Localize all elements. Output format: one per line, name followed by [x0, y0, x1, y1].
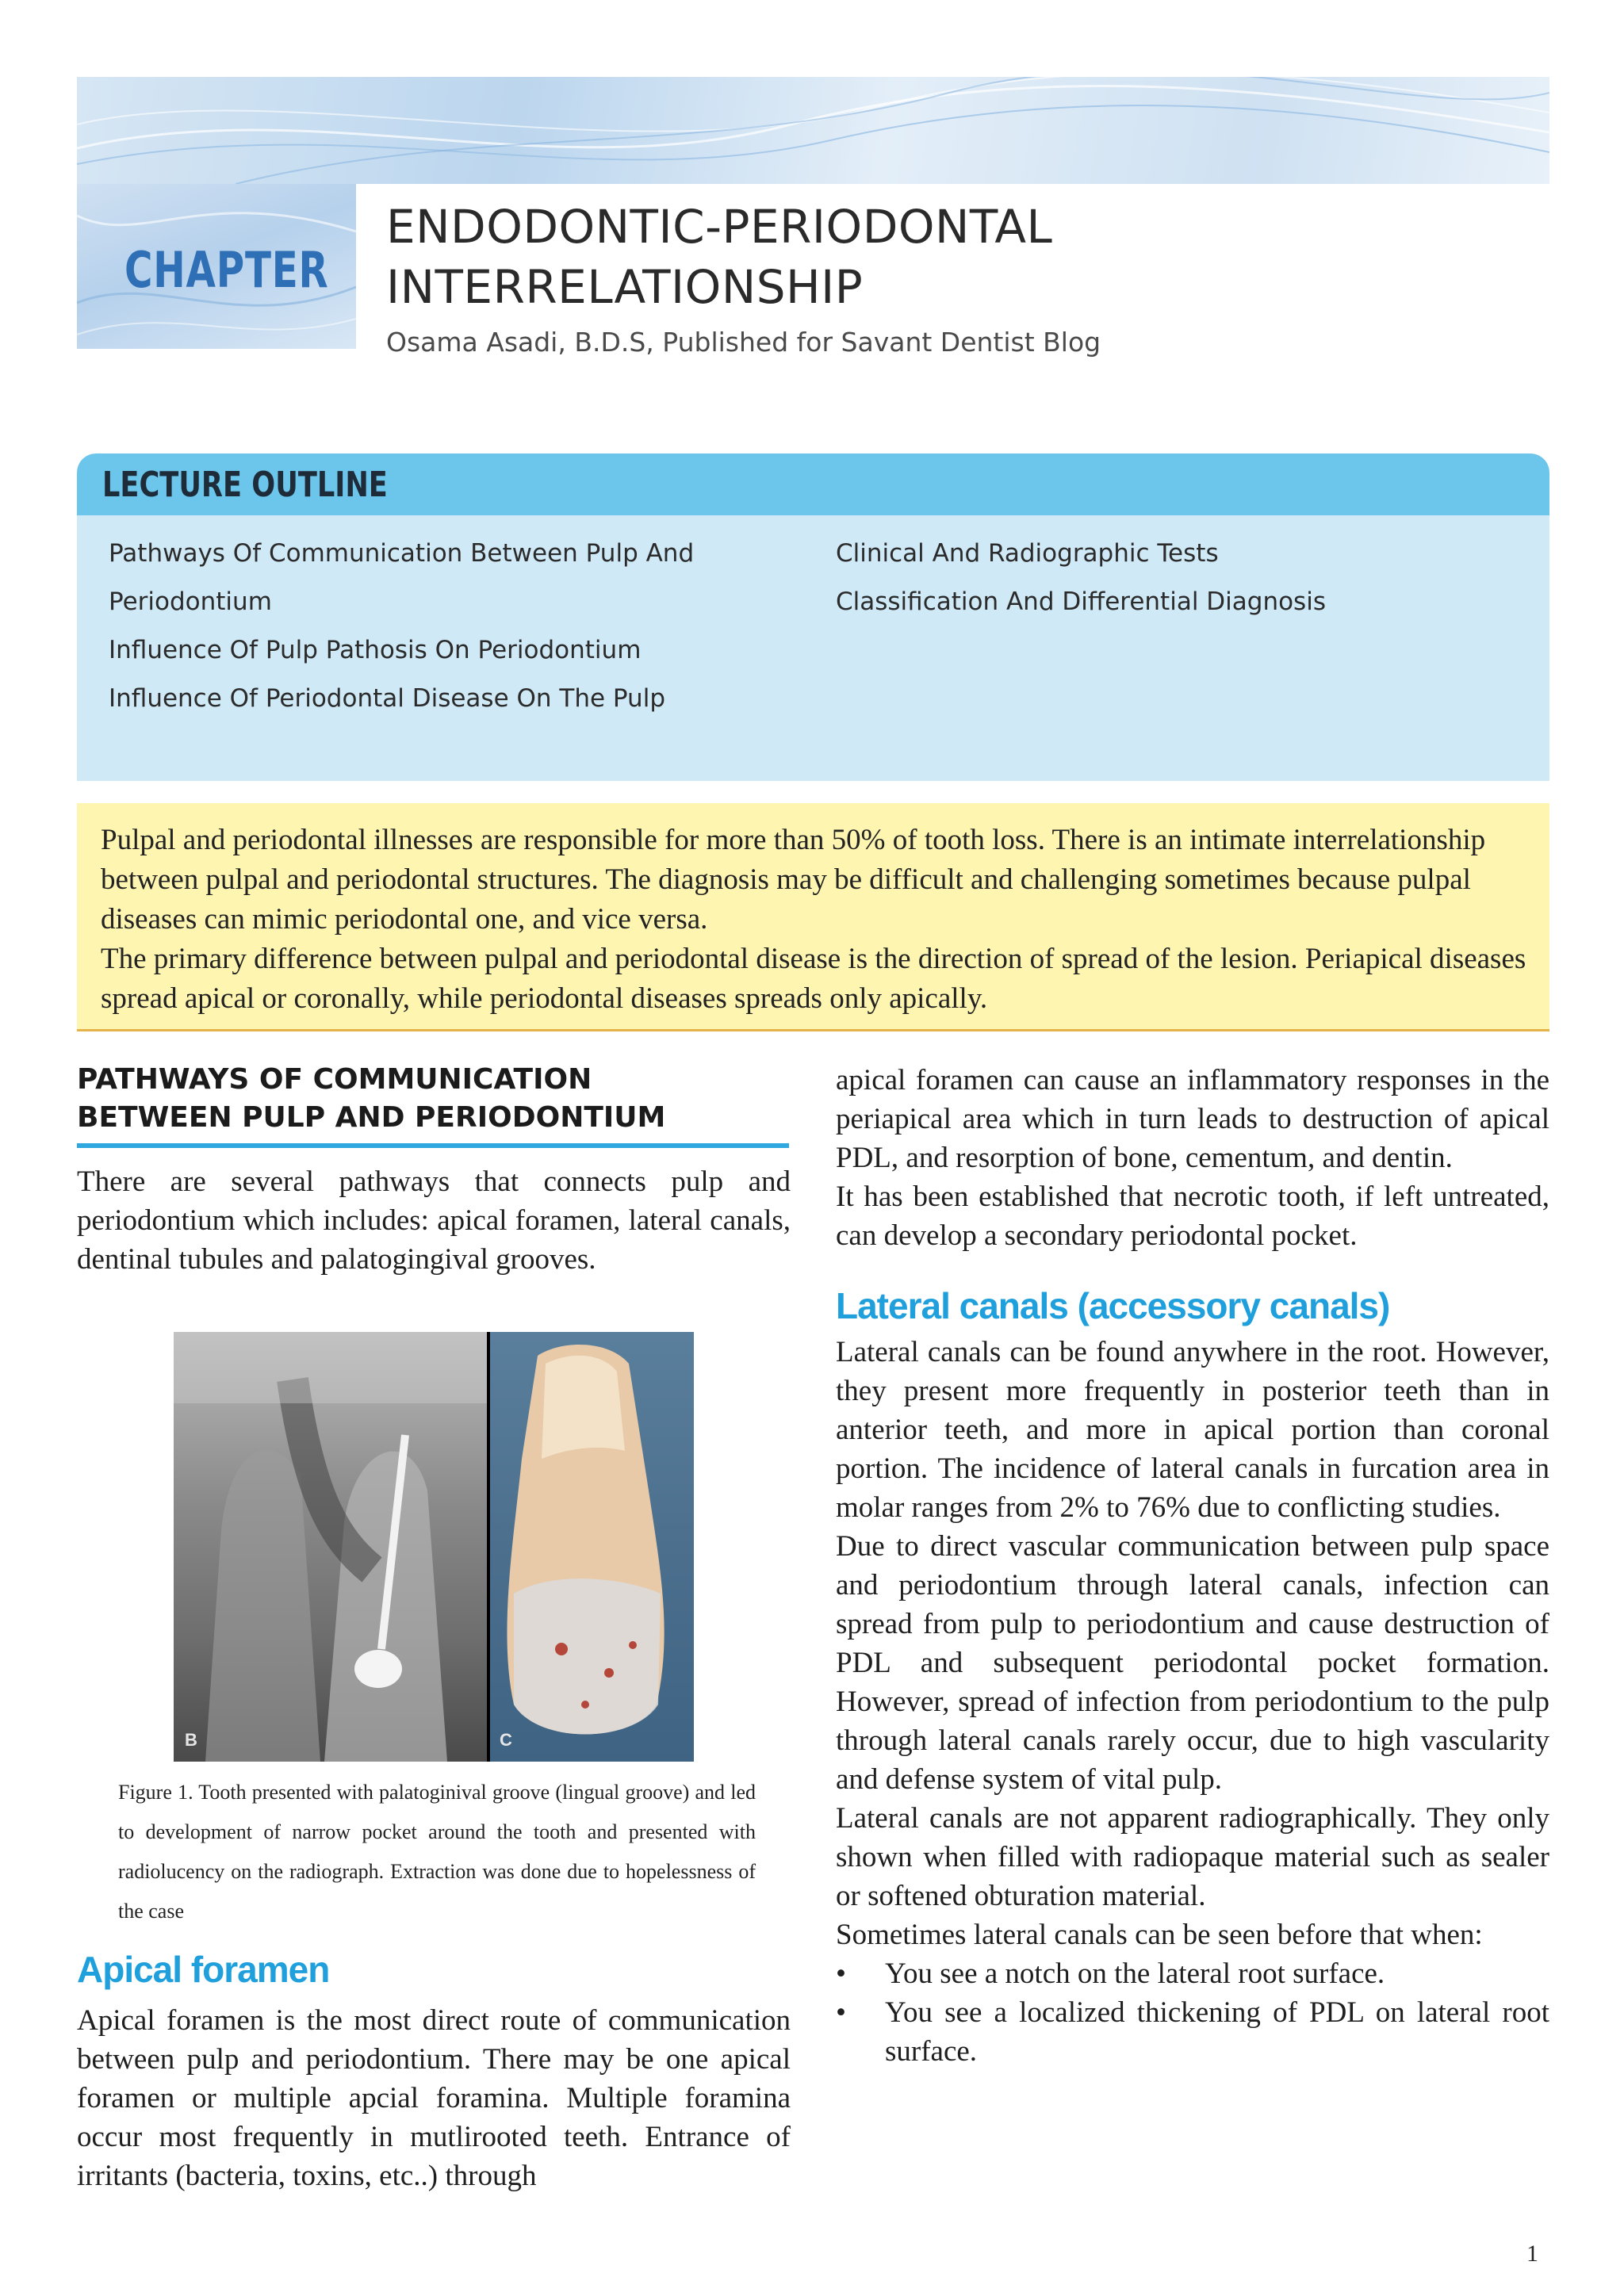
- figure-image: [174, 1332, 694, 1762]
- page-title: [386, 197, 1496, 317]
- page-number: 1: [1526, 2241, 1538, 2267]
- extracted-tooth-photo: [490, 1332, 694, 1762]
- section-divider: [77, 1143, 789, 1148]
- outline-right-column: [836, 530, 1518, 626]
- lateral-canals-bullet-list: [836, 1954, 1549, 2071]
- chapter-block: [77, 184, 356, 349]
- figure-label-b: B: [185, 1730, 197, 1750]
- outline-item: Influence Of Periodontal Disease On The Pulp: [109, 684, 665, 713]
- outline-item: Influence Of Pulp Pathosis On Periodontium: [109, 636, 642, 664]
- pathways-paragraph: There are several pathways that connects pulp and periodontium which includes: apical foramen, lateral canals, dentinal tubules and palatogingival grooves.: [77, 1165, 791, 1276]
- intro-paragraph-1: Pulpal and periodontal illnesses are responsible for more than 50% of tooth loss. There is an intimate interrelationship between pulpal and periodontal structures. The diagnosis may be difficult and challenging sometimes because pulpal diseases can mimic periodontal one, and vice versa.: [101, 824, 1486, 936]
- list-item: • You see a notch on the lateral root surface.: [836, 1954, 1549, 1993]
- figure-label-c: C: [500, 1730, 512, 1750]
- apical-continued-paragraph: apical foramen can cause an inflammatory responses in the periapical area which in turn leads to destruction of apical PDL, and resorption of bone, cementum, and dentin.: [836, 1064, 1549, 1174]
- list-item: • You see a localized thickening of PDL on lateral root surface.: [836, 1993, 1549, 2071]
- section-heading: [77, 1061, 791, 1137]
- lateral-canals-paragraph-2: Due to direct vascular communication between pulp space and periodontium through lateral canals, infection can spread from pulp to periodontium and cause destruction of PDL and subsequent periodontal pocket formation. However, spread of infection from periodontium to the pulp through lateral canals rarely occur, due to high vascularity and defense system of vital pulp.: [836, 1530, 1549, 1796]
- lateral-canals-paragraph-1: Lateral canals can be found anywhere in the root. However, they present more frequently in posterior teeth than in anterior teeth, and more in apical portion than coronal portion. The incidence of lateral canals in furcation area in molar ranges from 2% to 76% due to conflicting studies.: [836, 1336, 1549, 1524]
- header-banner: [77, 77, 1549, 184]
- figure-caption: Figure 1. Tooth presented with palatoginival groove (lingual groove) and led to development of narrow pocket around the tooth and presented with radiolucency on the radiograph. Extraction was done due to hopelessness of the case: [118, 1781, 756, 1923]
- intro-box: [77, 803, 1549, 1031]
- intro-paragraph-2: The primary difference between pulpal and periodontal disease is the direction of spread of the lesion. Periapical diseases spread apical or coronally, while periodontal diseases spreads only apically.: [101, 943, 1526, 1015]
- title-line-2: INTERRELATIONSHIP: [386, 260, 864, 314]
- lecture-outline-header: [77, 453, 1549, 515]
- left-column: [77, 1061, 791, 2192]
- right-column: [836, 1061, 1549, 2071]
- apical-foramen-heading: Apical foramen: [77, 1949, 330, 1990]
- outline-item: Periodontium: [109, 587, 272, 616]
- apical-foramen-section: [77, 1946, 791, 2195]
- title-line-1: ENDODONTIC-PERIODONTAL: [386, 200, 1053, 254]
- necrotic-tooth-paragraph: It has been established that necrotic tooth, if left untreated, can develop a secondary periodontal pocket.: [836, 1181, 1549, 1252]
- wave-pattern: [77, 77, 1549, 184]
- outline-item: Clinical And Radiographic Tests: [836, 539, 1219, 568]
- apical-foramen-paragraph: Apical foramen is the most direct route of communication between pulp and periodontium. There may be one apical foramen or multiple apcial foramina. Multiple foramina occur most frequently in mutlirooted teeth. Entrance of irritants (bacteria, toxins, etc..) through: [77, 2004, 791, 2192]
- intro-text: [101, 821, 1528, 1019]
- lateral-canals-paragraph-4: Sometimes lateral canals can be seen before that when:: [836, 1919, 1483, 1951]
- tooth-drawing: [490, 1332, 694, 1762]
- outline-left-column: [109, 530, 775, 723]
- lecture-outline-heading: LECTURE OUTLINE: [102, 465, 388, 505]
- author-line: Osama Asadi, B.D.S, Published for Savant Dentist Blog: [386, 327, 1101, 358]
- chapter-label: CHAPTER: [124, 241, 329, 299]
- radiograph-image: [174, 1332, 487, 1762]
- section-heading-line-1: PATHWAYS OF COMMUNICATION: [77, 1063, 592, 1096]
- lateral-canals-paragraph-3: Lateral canals are not apparent radiographically. They only shown when filled with radiopaque material such as sealer or softened obturation material.: [836, 1802, 1549, 1912]
- lateral-canals-heading: Lateral canals (accessory canals): [836, 1285, 1390, 1326]
- radiograph-drawing: [174, 1332, 487, 1762]
- outline-item: Pathways Of Communication Between Pulp And: [109, 539, 695, 568]
- lecture-outline-box: [77, 453, 1549, 781]
- section-heading-line-2: BETWEEN PULP AND PERIODONTIUM: [77, 1101, 666, 1134]
- outline-item: Classification And Differential Diagnosis: [836, 587, 1326, 616]
